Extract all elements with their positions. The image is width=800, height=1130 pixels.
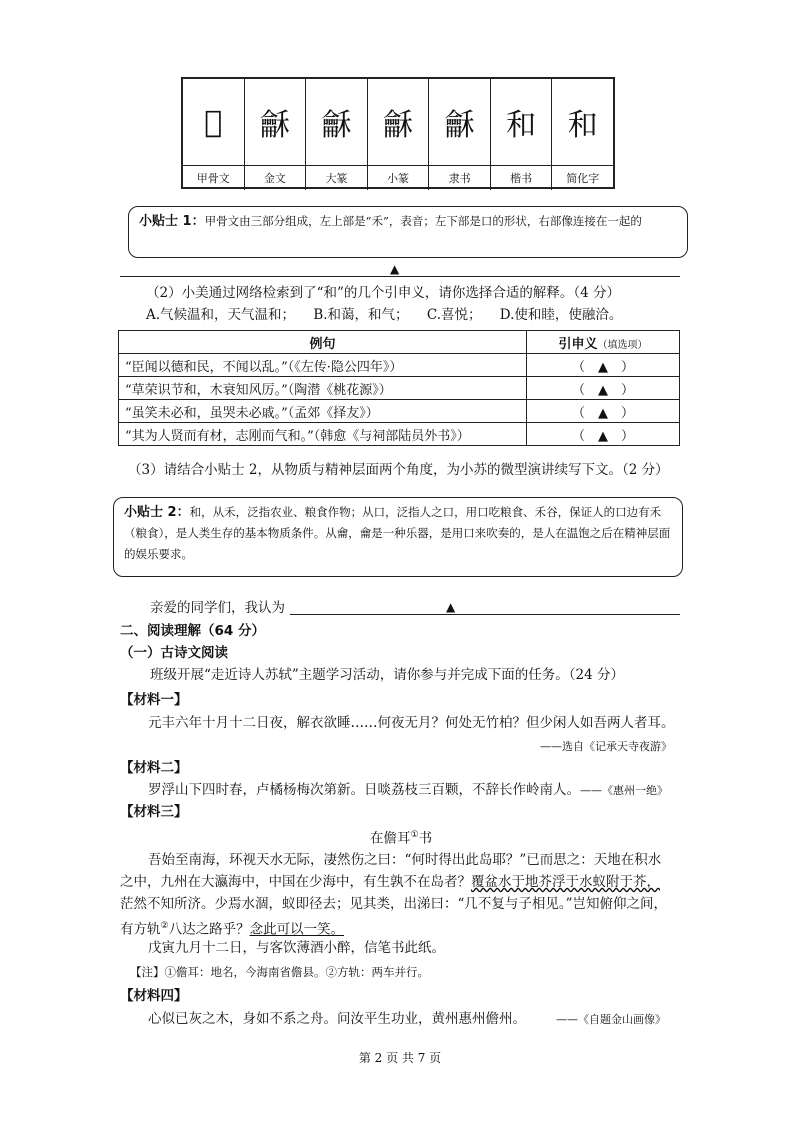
material-1-label: 【材料一】 [120,692,188,708]
material-3-note: 【注】①儋耳：地名，今海南省儋县。②方轨：两车并行。 [130,965,429,979]
table-row [119,377,680,400]
answer-triangle: ▲ [446,600,456,614]
option-a: A.气候温和，天气温和； [146,307,296,323]
line-text: 有方轨 [120,921,161,938]
glyph-clerical: 龢 [429,79,491,165]
col-example: 例句 [119,331,527,354]
col-meaning [527,331,680,354]
material-4-label: 【材料四】 [120,988,188,1004]
example-sentence: “其为人贤而有材，志刚而气和。”（韩愈《与祠部陆员外书》） [119,423,527,446]
question-3-prompt: （3）请结合小贴士 2，从物质与精神层面两个角度，为小苏的微型演讲续写下文。（2 分） [128,462,669,478]
footnote-2: ② [160,921,169,931]
glyph-regular: 和 [491,79,553,165]
title-text: 在儋耳 [370,830,411,847]
tip-1-box [128,206,688,258]
section-heading: 二、阅读理解（64 分） [120,623,265,639]
wavy-sentence: 覆盆水于地芥浮于水蚁附于芥， [471,874,660,890]
script-label: 金文 [245,166,307,190]
material-4-source: ——《自题金山画像》 [556,1013,666,1026]
material-4-text [148,1008,666,1031]
task-intro: 班级开展“走近诗人苏轼”主题学习活动，请你参与并完成下面的任务。（24 分） [150,667,625,683]
glyph-oracle: 𠇄 [183,79,245,165]
answer-line[interactable] [290,614,680,615]
script-label: 简化字 [566,172,600,185]
answer-blank[interactable]: （ ▲ ） [527,377,680,400]
table-row [119,400,680,423]
glyph-simplified: 和 [567,108,598,143]
answer-triangle: ▲ [390,262,400,276]
material-2-label: 【材料二】 [120,760,188,776]
answer-blank[interactable]: （ ▲ ） [527,400,680,423]
material-3-line: 戊寅九月十二日，与客饮薄酒小醉，信笔书此纸。 [148,940,445,956]
glyph-row [183,79,613,165]
material-2-poem: 罗浮山下四时春，卢橘杨梅次第新。日啖荔枝三百颗，不辞长作岭南人。 [148,782,580,798]
answer-blank[interactable]: （ ▲ ） [527,423,680,446]
material-3-line: 茫然不知所济。少焉水涸，蚁即径去；见其类，出涕曰：“几不复与子相见。”岂知俯仰之间， [120,896,668,912]
answer-lead: 亲爱的同学们，我认为 [150,600,285,616]
material-1-source: ——选自《记承天寺夜游》 [540,740,672,753]
material-3-line [120,871,660,893]
material-3-title [370,824,432,850]
line-text: 八达之路乎？ [168,921,250,938]
line-text: 之中，九州在大瀛海中，中国在少海中，有生孰不在岛者？ [120,874,471,890]
example-sentence: “臣闻以德和民，不闻以乱。”（《左传·隐公四年》） [119,354,527,377]
example-sentence: “草荣识节和，木衰知风厉。”（陶潜《桃花源》） [119,377,527,400]
question-2-options [146,304,622,326]
script-label: 楷书 [491,166,553,190]
script-label: 小篆 [368,166,430,190]
material-3-line: 吾始至南海，环视天水无际，凄然伤之曰：“何时得出此岛耶？”已而思之：天地在积水 [148,852,662,868]
underlined-sentence: 念此可以一笑。 [249,921,345,938]
script-label: 隶书 [429,166,491,190]
table-row [119,354,680,377]
col-meaning-label: 引申义 [558,336,598,352]
example-sentence: “虽笑未必和，虽哭未必戚。”（孟郊《择友》） [119,400,527,423]
tip-1-text: 甲骨文由三部分组成，左上部是“禾”，表音；左下部是口的形状，右部像连接在一起的 [204,214,642,228]
title-footnote: ① [410,830,419,840]
tip-1-title: 小贴士 1： [139,214,205,229]
title-end: 书 [418,830,433,847]
material-2-source: ——《惠州一绝》 [580,784,668,797]
option-b: B.和蔼，和气； [313,307,409,323]
glyph-bronze: 龢 [245,79,307,165]
script-label: 甲骨文 [183,166,245,190]
material-3-label: 【材料三】 [120,804,188,820]
tip-2-box [113,497,683,577]
script-label: 大篆 [306,166,368,190]
glyph-large-seal: 龢 [306,79,368,165]
glyph-small-seal: 龢 [368,79,430,165]
material-4-poem: 心似已灰之木，身如不系之舟。问汝平生功业，黄州惠州儋州。 [148,1011,526,1027]
answer-blank[interactable]: （ ▲ ） [527,354,680,377]
material-1-text: 元丰六年十月十二日夜，解衣欲睡……何夜无月？何处无竹柏？但少闲人如吾两人者耳。 [148,715,675,731]
page-footer: 第 2 页 共 7 页 [358,1051,442,1065]
table-row [119,423,680,446]
option-c: C.喜悦； [426,307,482,323]
col-meaning-note: （填选项） [597,339,648,351]
glyph-evolution-table [181,77,615,189]
meaning-table [118,330,680,446]
tip-2-text: 和，从禾，泛指农业、粮食作物；从口，泛指人之口，用口吃粮食、禾谷，保证人的口边有禾（粮食），是人类生存的基本物质条件。从龠，龠是一种乐器，是用口来吹奏的，是人在温饱之后在精神层面的娱乐要求。 [124,505,671,561]
question-2-prompt: （2）小美通过网络检索到了“和”的几个引申义，请你选择合适的解释。（4 分） [146,285,621,301]
answer-line [120,276,680,277]
material-2-text [148,779,668,802]
option-d: D.使和睦，使融洽。 [499,307,623,323]
script-label-row [183,165,613,190]
tip-2-title: 小贴士 2： [124,505,190,520]
subsection-heading: （一）古诗文阅读 [120,645,228,661]
